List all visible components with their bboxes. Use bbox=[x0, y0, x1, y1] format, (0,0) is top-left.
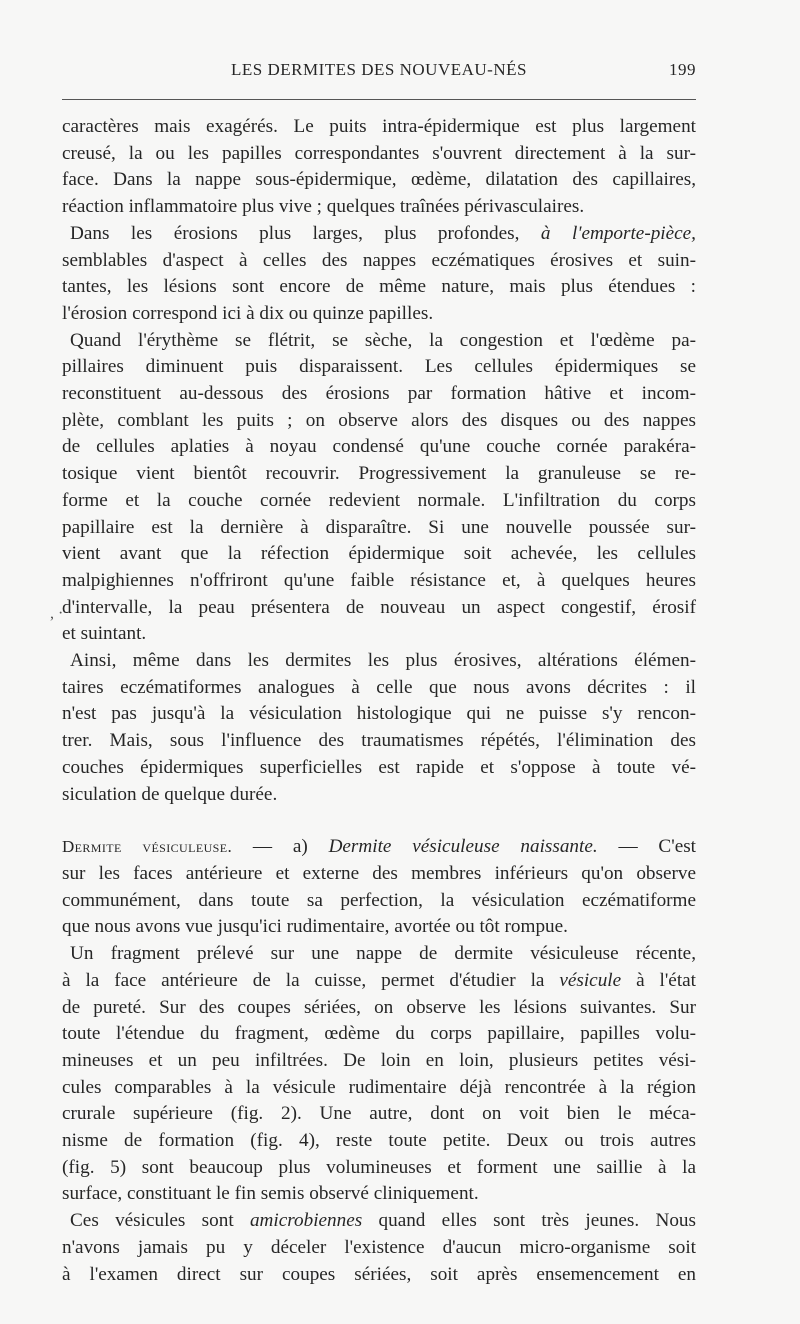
line: que nous avons vue jusqu'ici rudimentaire, avortée ou tôt rompue. bbox=[62, 916, 568, 938]
line: caractères mais exagérés. Le puits intra-épidermique est plus largement bbox=[62, 116, 696, 137]
line: mineuses et un peu infiltrées. De loin en loin, plusieurs petites vési- bbox=[62, 1049, 696, 1071]
line: tantes, les lésions sont encore de même nature, mais plus étendues : bbox=[62, 276, 696, 298]
line: taires eczématiformes analogues à celle que nous avons décrites : il bbox=[62, 676, 696, 698]
italic-term: à l'emporte-pièce, bbox=[540, 222, 696, 244]
paragraph-5 bbox=[62, 834, 696, 941]
italic-term: vésicule bbox=[559, 969, 622, 991]
body-text bbox=[62, 114, 696, 1288]
line: creusé, la ou les papilles correspondantes s'ouvrent directement à la sur- bbox=[62, 142, 696, 164]
text-run: à la face antérieure de la cuisse, permet d'étudier la bbox=[62, 969, 560, 991]
paragraph-3 bbox=[62, 328, 696, 648]
margin-mark: , · bbox=[50, 605, 64, 622]
line: Un fragment prélevé sur une nappe de dermite vésiculeuse récente, bbox=[70, 943, 696, 965]
running-title: LES DERMITES DES NOUVEAU-NÉS bbox=[231, 60, 527, 79]
italic-term: amicrobiennes bbox=[249, 1210, 363, 1232]
line: reconstituent au-dessous des érosions par formation hâtive et incom- bbox=[62, 383, 696, 405]
line: couches épidermiques superficielles est rapide et s'oppose à toute vé- bbox=[62, 756, 696, 778]
line: crurale supérieure (fig. 2). Une autre, dont on voit bien le méca- bbox=[62, 1103, 696, 1125]
line: vient avant que la réfection épidermique soit achevée, les cellules bbox=[62, 543, 696, 565]
line: communément, dans toute sa perfection, la vésiculation eczématiforme bbox=[62, 889, 696, 911]
line: de pureté. Sur des coupes sériées, on observe les lésions suivantes. Sur bbox=[62, 996, 696, 1018]
line: n'avons jamais pu y déceler l'existence d'aucun micro-organisme soit bbox=[62, 1236, 696, 1258]
line: pillaires diminuent puis disparaissent. Les cellules épidermiques se bbox=[62, 356, 696, 378]
line bbox=[62, 968, 696, 995]
line: papillaire est la dernière à disparaître. Si une nouvelle poussée sur- bbox=[62, 516, 696, 538]
text-run: Ces vésicules sont bbox=[70, 1210, 250, 1232]
line: Ainsi, même dans les dermites les plus érosives, altérations élémen- bbox=[70, 650, 696, 672]
text-run: — a) bbox=[232, 836, 329, 858]
line: Quand l'érythème se flétrit, se sèche, la congestion et l'œdème pa- bbox=[70, 329, 696, 351]
line bbox=[62, 221, 696, 248]
paragraph-7 bbox=[62, 1208, 696, 1288]
subsection-title: Dermite vésiculeuse naissante. bbox=[328, 836, 598, 858]
line: et suintant. bbox=[62, 623, 147, 645]
line: cules comparables à la vésicule rudimentaire déjà rencontrée à la région bbox=[62, 1076, 696, 1098]
line: de cellules aplaties à noyau condensé qu'une couche cornée parakéra- bbox=[62, 436, 696, 458]
line: d'intervalle, la peau présentera de nouveau un aspect congestif, érosif bbox=[62, 596, 696, 618]
line: l'érosion correspond ici à dix ou quinze papilles. bbox=[62, 302, 434, 324]
line: réaction inflammatoire plus vive ; quelques traînées périvasculaires. bbox=[62, 196, 585, 218]
line: siculation de quelque durée. bbox=[62, 783, 278, 805]
text-run: à l'état bbox=[621, 969, 696, 991]
line: (fig. 5) sont beaucoup plus volumineuses et forment une saillie à la bbox=[62, 1156, 696, 1178]
paragraph-2 bbox=[62, 221, 696, 328]
paragraph-4 bbox=[62, 648, 696, 808]
line: tosique vient bientôt recouvrir. Progressivement la granuleuse se re- bbox=[62, 463, 696, 485]
text-run: Dans les érosions plus larges, plus profondes, bbox=[70, 222, 541, 244]
paragraph-6 bbox=[62, 941, 696, 1208]
line: toute l'étendue du fragment, œdème du corps papillaire, papilles volu- bbox=[62, 1023, 696, 1045]
page-number: 199 bbox=[669, 60, 696, 79]
line: à l'examen direct sur coupes sériées, soit après ensemencement en bbox=[62, 1263, 696, 1285]
line: trer. Mais, sous l'influence des traumatismes répétés, l'élimination des bbox=[62, 730, 696, 752]
line: plète, comblant les puits ; on observe alors des disques ou des nappes bbox=[62, 409, 696, 431]
running-header bbox=[62, 60, 696, 90]
line: surface, constituant le fin semis observé cliniquement. bbox=[62, 1183, 479, 1205]
line: malpighiennes n'offriront qu'une faible résistance et, à quelques heures bbox=[62, 569, 696, 591]
line: forme et la couche cornée redevient normale. L'infiltration du corps bbox=[62, 489, 696, 511]
section-gap bbox=[62, 808, 696, 834]
line: face. Dans la nappe sous-épidermique, œdème, dilatation des capillaires, bbox=[62, 169, 696, 191]
line: nisme de formation (fig. 4), reste toute petite. Deux ou trois autres bbox=[62, 1130, 696, 1152]
paragraph-1 bbox=[62, 114, 696, 221]
line bbox=[62, 1208, 696, 1235]
text-run: — C'est bbox=[597, 836, 697, 858]
header-rule bbox=[62, 99, 696, 100]
line: sur les faces antérieure et externe des membres inférieurs qu'on observe bbox=[62, 862, 696, 884]
text-run: quand elles sont très jeunes. Nous bbox=[362, 1210, 696, 1232]
line: semblables d'aspect à celles des nappes eczématiques érosives et suin- bbox=[62, 249, 696, 271]
section-heading: Dermite vésiculeuse. bbox=[62, 837, 233, 857]
line bbox=[62, 834, 696, 861]
line: n'est pas jusqu'à la vésiculation histologique qui ne puisse s'y rencon- bbox=[62, 703, 696, 725]
